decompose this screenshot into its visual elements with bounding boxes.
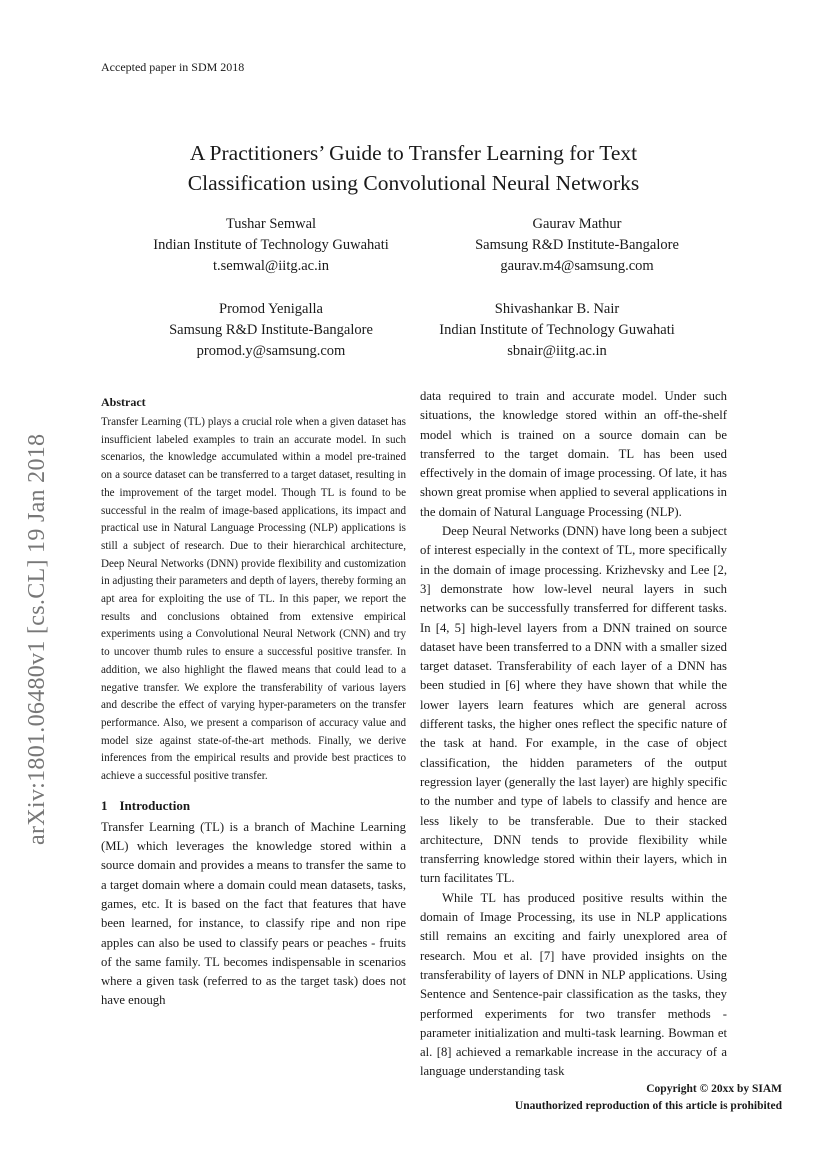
- section-title: Introduction: [119, 797, 191, 813]
- title-line-2: Classification using Convolutional Neural Networks: [187, 171, 640, 195]
- author-name: Shivashankar B. Nair: [494, 301, 620, 317]
- author-block: [397, 299, 717, 362]
- author-email: promod.y@samsung.com: [196, 343, 346, 359]
- author-name: Tushar Semwal: [225, 216, 317, 232]
- author-affiliation: Samsung R&D Institute-Bangalore: [169, 322, 373, 338]
- author-email: sbnair@iitg.ac.in: [507, 343, 607, 359]
- author-email: gaurav.m4@samsung.com: [500, 258, 654, 274]
- intro-paragraph-1-continued: data required to train and accurate model. Under such situations, the knowledge stored within an off-the-shelf model which is trained on a source domain can be transferred to the target domain. TL has been used effectively in the domain of image processing. Of late, it has shown great promise when applied to several applications in the domain of Natural Language Processing (NLP).: [420, 389, 727, 519]
- abstract-text: Transfer Learning (TL) plays a crucial role when a given dataset has insufficient labeled examples to train an accurate model. In such scenarios, the knowledge accumulated within a model pre-trained on a source dataset can be transferred to a target dataset, resulting in the improvement of the target model. Though TL is found to be successful in the realm of image-based applications, its impact and practical use in Natural Language Processing (NLP) applications is still a subject of research. Due to their hierarchical architecture, Deep Neural Networks (DNN) provide flexibility and customization in adjusting their parameters and depth of layers, thereby forming an apt area for exploiting the use of TL. In this paper, we report the results and conclusions obtained from extensive empirical experiments using a Convolutional Neural Network (CNN) and try to uncover thumb rules to ensure a successful positive transfer. In addition, we also highlight the flawed means that could lead to a negative transfer. We explore the transferability of various layers and describe the effect of varying hyper-parameters on the transfer performance. Also, we present a comparison of accuracy value and model size against state-of-the-art methods. Finally, we derive inferences from the empirical results and provide best practices to achieve a successful positive transfer.: [101, 416, 406, 783]
- author-name: Gaurav Mathur: [532, 216, 622, 232]
- author-affiliation: Samsung R&D Institute-Bangalore: [475, 237, 679, 253]
- copyright-footer: [515, 1081, 782, 1115]
- author-email: t.semwal@iitg.ac.in: [212, 258, 330, 274]
- title-line-1: A Practitioners’ Guide to Transfer Learning for Text: [189, 141, 638, 165]
- intro-paragraph-2: Deep Neural Networks (DNN) have long been a subject of interest especially in the context of TL, more specifically in the domain of image processing. Krizhevsky and Lee [2, 3] demonstrate how low-level neural layers in such networks can be successfully transferred for different tasks. In [4, 5] high-level layers from a DNN trained on source dataset have been transferred to a DNN with a smaller sized target dataset. Transferability of each layer of a DNN has been studied in [6] where they have shown that while the lower layers learn features which are general across different tasks, the higher ones reflect the specific nature of the task at hand. For example, in the case of object classification, the hidden parameters of the output regression layer (generally the last layer) are highly specific to the number and type of labels to classify and hence are less likely to be transferable. Due to their stacked architecture, DNN tends to provide flexibility while transferring knowledge stored within their layers, which in turn facilitates TL.: [420, 524, 727, 886]
- paper-title: [0, 138, 827, 198]
- acceptance-note: Accepted paper in SDM 2018: [101, 60, 245, 74]
- author-block: [111, 214, 431, 277]
- section-heading-introduction: [101, 798, 406, 814]
- section-number: 1: [101, 797, 108, 813]
- author-block: [417, 214, 737, 277]
- author-block: [111, 299, 431, 362]
- intro-paragraph-3: While TL has produced positive results within the domain of Image Processing, its use in NLP applications still remains an exciting and fairly unexplored area of research. Mou et al. [7] have provided insights on the transferability of layers of DNN in NLP applications. Using Sentence and Sentence-pair classification as the tasks, they performed experiments for two transfer methods - parameter initialization and multi-task learning. Bowman et al. [8] achieved a remarkable increase in the accuracy of a language understanding task: [420, 890, 727, 1079]
- author-affiliation: Indian Institute of Technology Guwahati: [439, 322, 675, 338]
- intro-paragraph-1: Transfer Learning (TL) is a branch of Machine Learning (ML) which leverages the knowledge stored within a source domain and provides a means to transfer the same to a target domain where a domain could mean datasets, tasks, games, etc. It is based on the fact that features that have been learned, for instance, to classify ripe and non ripe apples can also be used to classify pears or peaches - fruits of the same family. TL becomes indispensable in scenarios where a given task (referred to as the target task) does not have enough: [101, 819, 406, 1008]
- author-name: Promod Yenigalla: [219, 301, 323, 317]
- abstract-heading: Abstract: [101, 395, 146, 409]
- right-column: [420, 387, 727, 1082]
- arxiv-stamp: arXiv:1801.06480v1 [cs.CL] 19 Jan 2018: [24, 433, 50, 845]
- author-affiliation: Indian Institute of Technology Guwahati: [153, 237, 389, 253]
- left-column: [101, 395, 406, 1011]
- copyright-line: Copyright © 20xx by SIAM: [646, 1083, 782, 1095]
- reproduction-notice: Unauthorized reproduction of this article is prohibited: [514, 1100, 782, 1112]
